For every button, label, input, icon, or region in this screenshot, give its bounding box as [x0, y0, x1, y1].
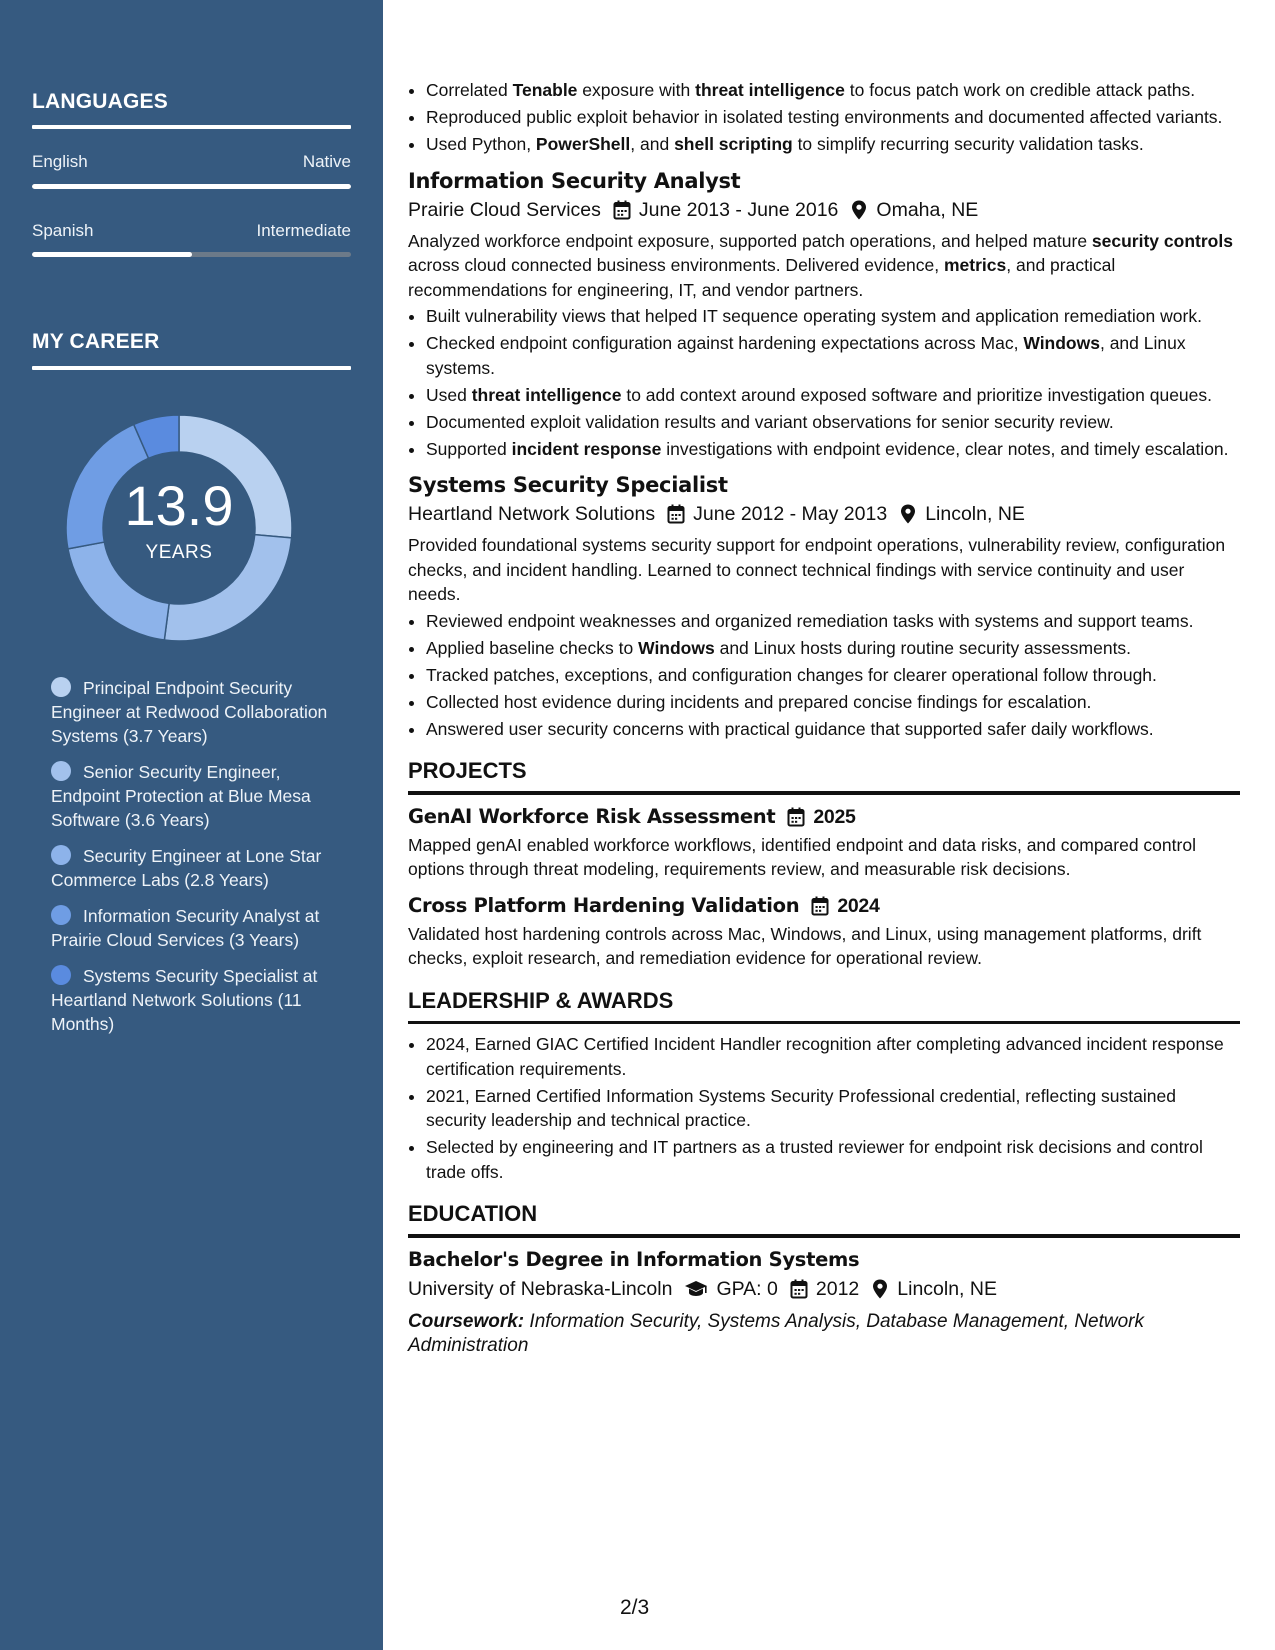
job-location: Omaha, NE	[876, 198, 979, 221]
projects-heading: PROJECTS	[408, 758, 527, 783]
leadership-list	[408, 1032, 1240, 1184]
bullet-item	[426, 690, 1240, 715]
text-segment: , and	[630, 134, 675, 154]
project-description: Validated host hardening controls across Mac, Windows, and Linux, using management platforms, drift checks, exploit research, and remediation evidence for operational review.	[408, 923, 1202, 968]
language-level: Intermediate	[256, 221, 351, 240]
project-description: Mapped genAI enabled workforce workflows, identified endpoint and data risks, and compared control options through threat modeling, requirements review, and measurable risk decisions.	[408, 834, 1196, 879]
bold-keyword: Windows	[1023, 333, 1100, 353]
text-segment: Answered user security concerns with practical guidance that supported safer daily workflows.	[426, 718, 1154, 739]
job-description	[408, 229, 1240, 303]
career-legend-item	[51, 964, 331, 1036]
bullet-item	[426, 383, 1240, 408]
language-row-spanish	[32, 221, 351, 241]
education-heading: EDUCATION	[408, 1201, 538, 1226]
job-title: Information Security Analyst	[408, 168, 741, 193]
bullet-item	[426, 105, 1240, 130]
bullet-item	[426, 132, 1240, 157]
bullet-item	[426, 304, 1240, 329]
text-segment: to add context around exposed software and prioritize investigation queues.	[621, 384, 1212, 405]
legend-dot-icon	[51, 965, 71, 985]
text-segment: Checked endpoint configuration against hardening expectations across Mac,	[426, 333, 1024, 353]
career-legend-label: Systems Security Specialist at Heartland Network Solutions (11 Months)	[51, 966, 318, 1034]
bullet-item	[426, 410, 1240, 435]
previous-job-bullets	[408, 78, 1240, 157]
calendar-icon	[811, 896, 829, 916]
languages-heading: LANGUAGES	[32, 90, 168, 113]
job-entry	[408, 471, 1240, 741]
bullet-item	[426, 663, 1240, 688]
project-year: 2025	[813, 805, 856, 828]
main-content	[408, 78, 1240, 1358]
bullet-item	[426, 717, 1240, 742]
calendar-icon	[667, 504, 685, 524]
projects-rule	[408, 791, 1240, 795]
projects-list	[408, 803, 1240, 971]
text-segment: exposure with	[577, 80, 696, 100]
language-name: Spanish	[32, 221, 94, 240]
education-location: Lincoln, NE	[897, 1277, 997, 1300]
education-meta	[408, 1274, 1240, 1304]
bullet-item	[426, 636, 1240, 661]
language-bar-fill	[32, 252, 192, 257]
school-name: University of Nebraska-Lincoln	[408, 1277, 673, 1300]
text-segment: investigations with endpoint evidence, clear notes, and timely escalation.	[661, 438, 1229, 459]
location-pin-icon	[871, 1279, 889, 1299]
job-location: Lincoln, NE	[925, 503, 1025, 525]
text-segment: Applied baseline checks to	[426, 637, 639, 658]
career-donut-chart	[66, 415, 292, 641]
career-total-unit: YEARS	[145, 542, 213, 563]
language-bar-spanish	[32, 252, 351, 257]
bold-keyword: threat intelligence	[695, 80, 845, 100]
sidebar	[0, 0, 383, 1650]
legend-dot-icon	[51, 761, 71, 781]
text-segment: Tracked patches, exceptions, and configuration changes for clearer operational follow through.	[426, 664, 1157, 685]
job-bullets	[408, 609, 1240, 742]
leadership-heading: LEADERSHIP & AWARDS	[408, 987, 674, 1013]
language-bar-fill	[32, 184, 351, 189]
career-heading-rule	[32, 366, 351, 370]
text-segment: Documented exploit validation results and variant observations for senior security review.	[426, 411, 1114, 432]
text-segment: Supported	[426, 438, 512, 459]
education-rule	[408, 1234, 1240, 1238]
career-legend-item	[51, 676, 331, 748]
bold-keyword: metrics	[944, 255, 1007, 275]
job-title: Systems Security Specialist	[408, 473, 728, 497]
job-description	[408, 533, 1240, 607]
career-legend-item	[51, 760, 331, 832]
text-segment: and Linux hosts during routine security assessments.	[714, 637, 1132, 658]
award-item: • 2024, Earned GIAC Certified Incident Handler recognition after completing advanced incident response certification requirements.	[426, 1032, 1240, 1081]
legend-dot-icon	[51, 845, 71, 865]
text-segment: Reviewed endpoint weaknesses and organized remediation tasks with systems and support teams.	[426, 610, 1194, 631]
bold-keyword: PowerShell	[535, 134, 631, 154]
legend-dot-icon	[51, 677, 71, 697]
job-meta	[408, 195, 1240, 225]
languages-heading-rule	[32, 125, 351, 129]
bold-keyword: incident response	[511, 438, 662, 459]
project-title: Cross Platform Hardening Validation	[408, 893, 800, 917]
text-segment: Built vulnerability views that helped IT sequence operating system and application remediation work.	[426, 306, 1202, 326]
job-entry	[408, 167, 1240, 462]
calendar-icon	[787, 807, 805, 827]
donut-center	[66, 415, 292, 641]
bullet-item	[426, 78, 1240, 103]
career-heading: MY CAREER	[32, 330, 160, 353]
bullet-item	[426, 609, 1240, 634]
career-legend-label: Principal Endpoint Security Engineer at Redwood Collaboration Systems (3.7 Years)	[51, 678, 328, 746]
text-segment: Reproduced public exploit behavior in isolated testing environments and documented affected variants.	[426, 107, 1223, 127]
language-bar-english	[32, 184, 351, 189]
text-segment: , and practical recommendations for engineering, IT, and vendor partners.	[408, 255, 1116, 300]
location-pin-icon	[899, 504, 917, 524]
career-legend-item	[51, 904, 331, 952]
job-dates: June 2012 - May 2013	[693, 503, 888, 525]
bold-keyword: Windows	[638, 637, 715, 658]
career-legend-label: Senior Security Engineer, Endpoint Protection at Blue Mesa Software (3.6 Years)	[51, 762, 311, 830]
project-title-row	[408, 892, 1240, 920]
project-year: 2024	[837, 894, 880, 917]
language-name: English	[32, 152, 88, 171]
bullet-item	[426, 437, 1240, 462]
language-row-english	[32, 152, 351, 172]
language-level: Native	[302, 152, 351, 171]
text-segment: , and Linux systems.	[426, 333, 1186, 378]
education-year: 2012	[815, 1277, 860, 1300]
coursework-label: Coursework:	[408, 1310, 525, 1332]
coursework	[408, 1310, 1240, 1358]
job-bullets	[408, 304, 1240, 461]
calendar-icon	[790, 1279, 808, 1299]
calendar-icon	[613, 200, 631, 220]
career-legend-label: Security Engineer at Lone Star Commerce Labs (2.8 Years)	[51, 846, 322, 890]
experience-list	[408, 167, 1240, 742]
page-number: 2/3	[620, 1596, 650, 1619]
company-name: Heartland Network Solutions	[408, 503, 656, 525]
award-item: • 2021, Earned Certified Information Systems Security Professional credential, reflecting sustained security leadership and technical practice.	[426, 1084, 1240, 1133]
text-segment: to simplify recurring security validation tasks.	[792, 134, 1144, 154]
bold-keyword: security controls	[1091, 230, 1233, 251]
location-pin-icon	[850, 200, 868, 220]
project-title-row	[408, 803, 1240, 831]
bold-keyword: Tenable	[512, 80, 578, 100]
leadership-rule	[408, 1021, 1240, 1025]
degree-title: Bachelor's Degree in Information Systems	[408, 1247, 860, 1271]
company-name: Prairie Cloud Services	[408, 198, 601, 221]
text-segment: Correlated	[426, 80, 513, 100]
coursework-list: Information Security, Systems Analysis, Database Management, Network Administration	[408, 1310, 1145, 1356]
award-item: • Selected by engineering and IT partners as a trusted reviewer for endpoint risk decisions and control trade offs.	[426, 1135, 1240, 1184]
text-segment: Used Python,	[426, 134, 536, 154]
bold-keyword: shell scripting	[674, 134, 793, 154]
bullet-item	[426, 331, 1240, 380]
legend-dot-icon	[51, 905, 71, 925]
job-meta	[408, 499, 1240, 529]
project-title: GenAI Workforce Risk Assessment	[408, 804, 776, 828]
career-legend-item	[51, 844, 331, 892]
bold-keyword: threat intelligence	[471, 384, 622, 405]
text-segment: Used	[426, 384, 472, 405]
career-legend-label: Information Security Analyst at Prairie Cloud Services (3 Years)	[51, 906, 320, 950]
career-legend	[51, 676, 331, 1048]
text-segment: to focus patch work on credible attack paths.	[844, 80, 1196, 100]
education-gpa: GPA: 0	[716, 1277, 778, 1300]
text-segment: Collected host evidence during incidents and prepared concise findings for escalation.	[426, 691, 1092, 712]
text-segment: Provided foundational systems security support for endpoint operations, vulnerability review, configuration checks, and incident handling. Learned to connect technical findings with service continuity and user needs.	[408, 535, 1226, 604]
job-dates: June 2013 - June 2016	[638, 198, 839, 221]
career-total-years: 13.9	[124, 474, 234, 537]
text-segment: across cloud connected business environments. Delivered evidence,	[408, 255, 944, 275]
text-segment: Analyzed workforce endpoint exposure, supported patch operations, and helped mature	[408, 230, 1092, 251]
graduation-cap-icon	[684, 1279, 708, 1299]
